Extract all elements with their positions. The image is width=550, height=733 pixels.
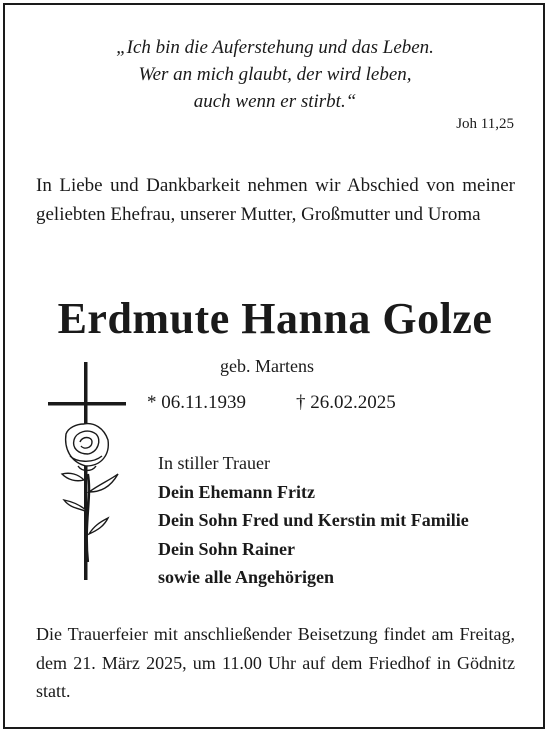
birth-date: * 06.11.1939 — [147, 392, 247, 413]
mourner-line-3: Dein Sohn Rainer — [158, 538, 296, 559]
mourners-block — [158, 449, 469, 592]
death-date: † 26.02.2025 — [296, 392, 396, 413]
mourner-line-2: Dein Sohn Fred und Kerstin mit Familie — [158, 510, 469, 530]
rose-icon — [62, 424, 118, 562]
quote-line-3: auch wenn er stirbt.“ — [193, 91, 357, 112]
deceased-name: Erdmute Hanna Golze — [57, 294, 493, 343]
cross-with-rose-illustration — [48, 362, 128, 580]
funeral-details: Die Trauerfeier mit anschließender Beisetzung findet am Freitag, dem 21. März 2025, um 11.00 Uhr auf dem Friedhof in Gödnitz statt. — [36, 624, 515, 701]
maiden-name: geb. Martens — [220, 356, 314, 376]
intro-text: In Liebe und Dankbarkeit nehmen wir Abschied von meiner geliebten Ehefrau, unserer Mutter, Großmutter und Uroma — [36, 175, 515, 225]
mourner-line-4: sowie alle Angehörigen — [158, 567, 334, 587]
mourners-heading: In stiller Trauer — [158, 453, 270, 473]
quote-line-2: Wer an mich glaubt, der wird leben, — [138, 64, 412, 85]
bible-quote — [60, 34, 490, 115]
quote-line-1: „Ich bin die Auferstehung und das Leben. — [116, 37, 434, 58]
mourner-line-1: Dein Ehemann Fritz — [158, 481, 315, 502]
quote-reference: Joh 11,25 — [456, 116, 514, 132]
